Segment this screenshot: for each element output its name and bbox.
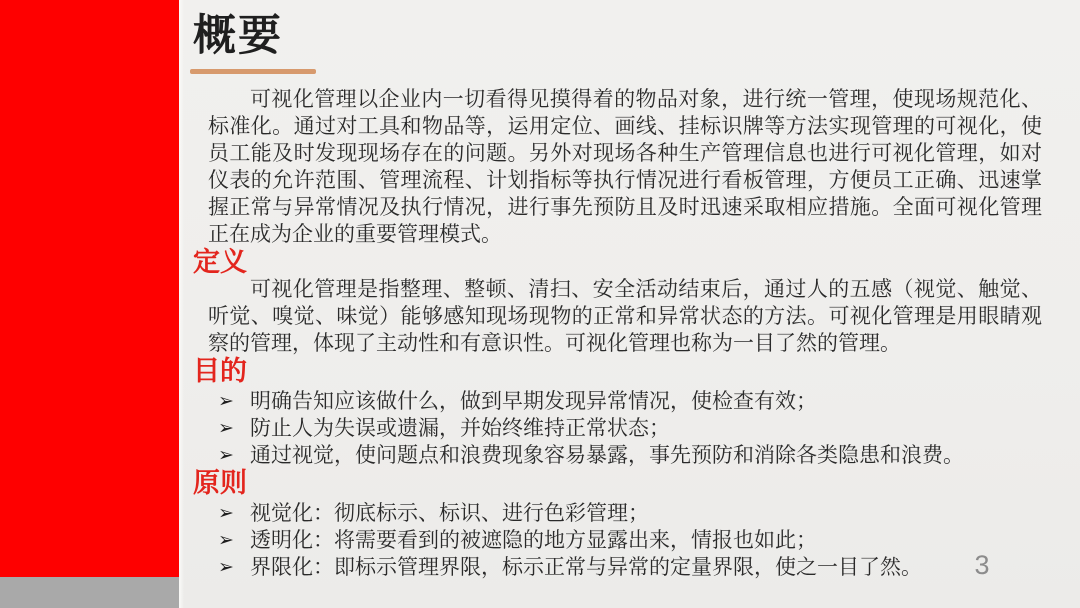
- bullet-text: 透明化：将需要看到的被遮隐的地方显露出来，情报也如此；: [250, 529, 817, 552]
- definition-paragraph: 可视化管理是指整理、整顿、清扫、安全活动结束后，通过人的五感（视觉、触觉、听觉、嗅觉、味觉）能够感知现场现物的正常和异常状态的方法。可视化管理是用眼睛观察的管理，体现了主动性和有意识性。可视化管理也称为一目了然的管理。: [208, 278, 1042, 355]
- bullet-text: 防止人为失误或遗漏，并始终维持正常状态；: [250, 417, 670, 440]
- bullet-item: [218, 388, 1042, 415]
- bullet-item: [218, 415, 1042, 442]
- intro-paragraph: 可视化管理以企业内一切看得见摸得着的物品对象，进行统一管理，使现场规范化、标准化。通过对工具和物品等，运用定位、画线、挂标识牌等方法实现管理的可视化，使员工能及时发现现场存在的问题。另外对现场各种生产管理信息也进行可视化管理，如对仪表的允许范围、管理流程、计划指标等执行情况进行看板管理，方便员工正确、迅速掌握正常与异常情况及执行情况，进行事先预防且及时迅速采取相应措施。全面可视化管理正在成为企业的重要管理模式。: [208, 88, 1042, 246]
- page-number: 3: [974, 550, 990, 580]
- section-heading-purpose: 目的: [193, 356, 247, 386]
- bullet-text: 界限化：即标示管理界限，标示正常与异常的定量界限，使之一目了然。: [250, 556, 922, 579]
- bullet-item: [218, 527, 1042, 554]
- bullet-arrow-icon: ➢: [218, 418, 234, 439]
- slide-edge-highlight: [179, 0, 184, 608]
- bullet-item: [218, 554, 1042, 581]
- bullet-text: 明确告知应该做什么，做到早期发现异常情况，使检查有效；: [250, 390, 817, 413]
- bullet-item: [218, 500, 1042, 527]
- section-heading-definition: 定义: [193, 247, 247, 277]
- bullet-arrow-icon: ➢: [218, 503, 234, 524]
- bullet-item: [218, 442, 1042, 469]
- title-underline: [190, 69, 316, 74]
- bullet-arrow-icon: ➢: [218, 530, 234, 551]
- bullet-text: 通过视觉，使问题点和浪费现象容易暴露，事先预防和消除各类隐患和浪费。: [250, 444, 964, 467]
- bullet-arrow-icon: ➢: [218, 445, 234, 466]
- slide-content: [193, 12, 1042, 581]
- section-heading-principles: 原则: [193, 468, 247, 498]
- bullet-arrow-icon: ➢: [218, 557, 234, 578]
- purpose-bullet-list: [193, 388, 1042, 469]
- bullet-arrow-icon: ➢: [218, 391, 234, 412]
- bullet-text: 视觉化：彻底标示、标识、进行色彩管理；: [250, 502, 649, 525]
- principles-bullet-list: [193, 500, 1042, 581]
- left-accent-bar-footer: [0, 577, 179, 608]
- left-accent-bar: [0, 0, 179, 577]
- page-title: 概要: [193, 12, 283, 60]
